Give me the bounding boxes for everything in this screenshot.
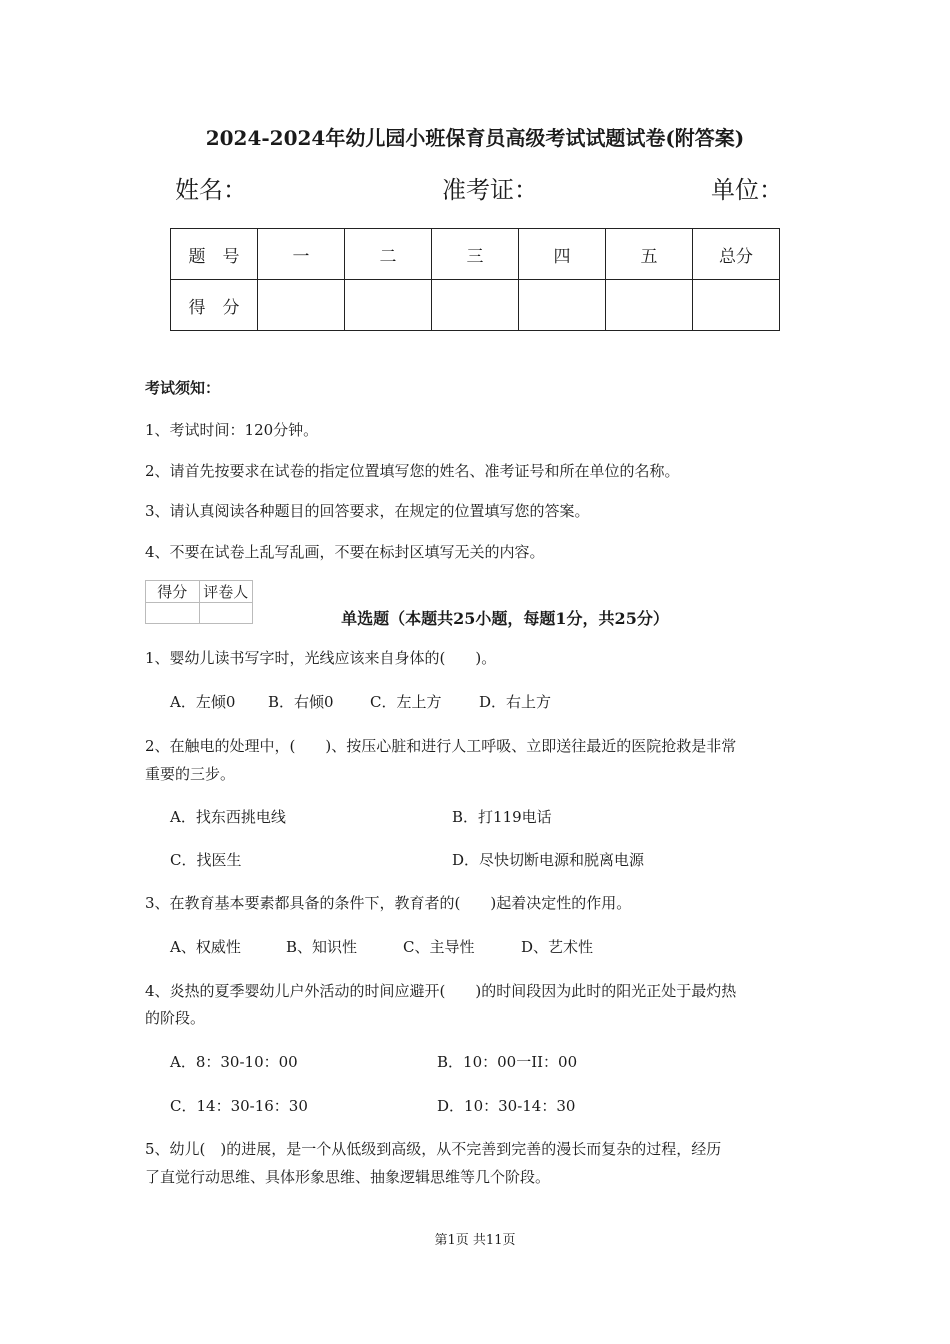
score-cell[interactable] (345, 280, 432, 331)
score-header-cell: 四 (519, 229, 606, 280)
option-a: A、权威性 (170, 938, 241, 956)
question-stem: 1、婴幼儿读书写字时，光线应该来自身体的( )。 (145, 649, 497, 667)
score-cell[interactable] (432, 280, 519, 331)
question-stem-continued: 重要的三步。 (145, 765, 236, 783)
grader-score-label: 得分 (146, 581, 200, 603)
score-cell[interactable] (606, 280, 693, 331)
question-stem: 4、炎热的夏季婴幼儿户外活动的时间应避开( )的时间段因为此时的阳光正处于最灼热 (145, 982, 737, 1000)
option-c: C、主导性 (403, 938, 475, 956)
option-c: C．左上方 (370, 693, 442, 711)
option-d: D、艺术性 (521, 938, 594, 956)
instructions-heading: 考试须知： (145, 379, 221, 397)
score-table-header-row (171, 229, 780, 280)
score-header-cell: 总分 (693, 229, 780, 280)
option-d: D．尽快切断电源和脱离电源 (452, 851, 645, 869)
option-a: A．8：30-10：00 (170, 1053, 298, 1071)
question-stem: 5、幼儿( )的进展，是一个从低级到高级，从不完善到完善的漫长而复杂的过程，经历 (145, 1140, 722, 1158)
score-header-cell: 二 (345, 229, 432, 280)
option-b: B、知识性 (286, 938, 358, 956)
option-b: B．右倾0 (268, 693, 334, 711)
score-cell[interactable] (519, 280, 606, 331)
question-stem-continued: 的阶段。 (145, 1009, 206, 1027)
exam-id-field-label: 准考证： (442, 176, 538, 204)
option-c: C．找医生 (170, 851, 242, 869)
score-cell[interactable] (693, 280, 780, 331)
score-row-label: 得 分 (171, 280, 258, 331)
option-a: A．左倾0 (170, 693, 236, 711)
score-cell[interactable] (258, 280, 345, 331)
option-c: C．14：30-16：30 (170, 1097, 308, 1115)
score-table (170, 228, 780, 331)
score-header-cell: 五 (606, 229, 693, 280)
option-d: D．10：30-14：30 (437, 1097, 576, 1115)
score-header-cell: 三 (432, 229, 519, 280)
option-b: B．打119电话 (452, 808, 552, 826)
option-b: B．10：00一II：00 (437, 1053, 578, 1071)
score-header-cell: 题 号 (171, 229, 258, 280)
instruction-item: 3、请认真阅读各种题目的回答要求，在规定的位置填写您的答案。 (145, 502, 590, 520)
name-field-label: 姓名： (175, 176, 247, 204)
option-a: A．找东西挑电线 (170, 808, 286, 826)
score-header-cell: 一 (258, 229, 345, 280)
question-stem-continued: 了直觉行动思维、具体形象思维、抽象逻辑思维等几个阶段。 (145, 1168, 551, 1186)
grader-name-label: 评卷人 (199, 581, 253, 603)
page-title: 2024-2024年幼儿园小班保育员高级考试试题试卷(附答案) (205, 126, 745, 150)
instruction-item: 4、不要在试卷上乱写乱画，不要在标封区填写无关的内容。 (145, 543, 545, 561)
question-stem: 2、在触电的处理中，( )、按压心脏和进行人工呼吸、立即送往最近的医院抢救是非常 (145, 737, 737, 755)
page-footer: 第1页 共11页 (434, 1233, 516, 1248)
instruction-item: 2、请首先按要求在试卷的指定位置填写您的姓名、准考证号和所在单位的名称。 (145, 462, 680, 480)
unit-field-label: 单位： (711, 176, 783, 204)
option-d: D．右上方 (479, 693, 552, 711)
section-title: 单选题（本题共25小题，每题1分，共25分） (341, 609, 669, 628)
score-table-score-row (171, 280, 780, 331)
question-stem: 3、在教育基本要素都具备的条件下，教育者的( )起着决定性的作用。 (145, 894, 632, 912)
instruction-item: 1、考试时间：120分钟。 (145, 421, 319, 439)
